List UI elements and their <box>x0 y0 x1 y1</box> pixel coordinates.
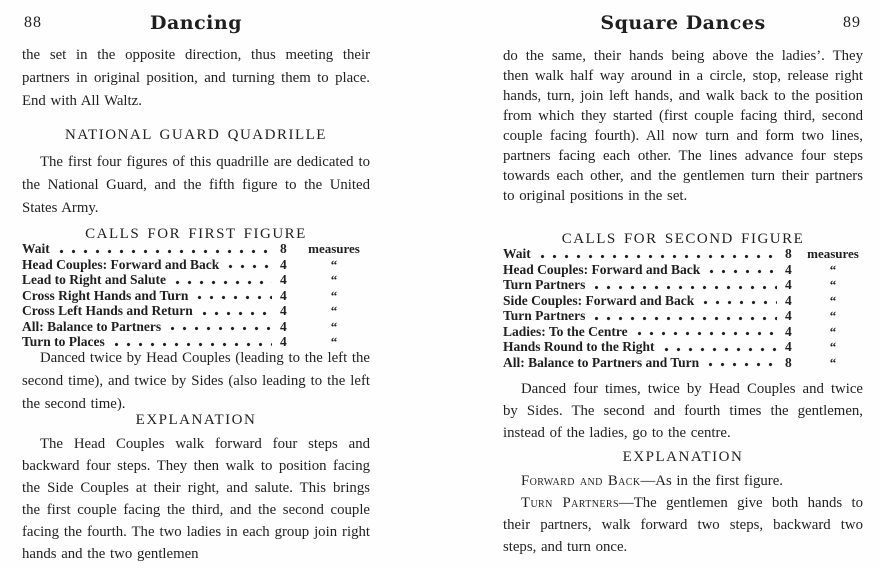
call-row <box>503 262 863 278</box>
call-measures: 4 <box>280 334 287 349</box>
explanation-list-right <box>503 470 863 558</box>
call-measures: 4 <box>785 339 792 354</box>
call-measures: 4 <box>280 303 287 318</box>
dot-leader <box>228 264 272 269</box>
dot-leader <box>114 342 272 347</box>
call-name: Cross Left Hands and Return <box>22 303 193 318</box>
call-name: Turn Partners <box>503 277 586 292</box>
call-row <box>22 288 370 304</box>
call-unit: “ <box>829 261 837 277</box>
dot-leader <box>594 316 777 321</box>
dedication-paragraph: The first four figures of this quadrille are dedicated to the National Guard, and the fifth figure to the United States Army. <box>22 154 370 216</box>
call-name: Turn Partners <box>503 308 586 323</box>
call-measures: 4 <box>280 256 287 272</box>
call-row <box>22 241 370 257</box>
dot-leader <box>197 295 272 300</box>
call-row <box>503 355 863 371</box>
dot-leader <box>594 285 777 290</box>
call-row <box>22 303 370 319</box>
right-book-page <box>503 0 863 568</box>
call-unit: “ <box>829 277 837 292</box>
call-unit: “ <box>330 334 338 349</box>
call-unit: measures <box>308 241 360 256</box>
explanation-text: —As in the first figure. <box>640 473 783 489</box>
dot-leader <box>708 362 777 367</box>
call-measures: 8 <box>280 241 287 256</box>
dot-leader <box>703 300 777 305</box>
call-measures: 8 <box>785 354 792 370</box>
dot-leader <box>637 331 777 336</box>
call-measures: 4 <box>280 272 287 287</box>
call-unit: “ <box>829 323 837 339</box>
call-row <box>22 272 370 288</box>
dot-leader <box>540 254 777 259</box>
dot-leader <box>709 269 777 274</box>
left-page-number: 88 <box>24 14 42 31</box>
call-row <box>503 246 863 262</box>
call-unit: “ <box>829 339 837 354</box>
call-unit: “ <box>829 308 837 323</box>
call-measures: 8 <box>785 246 792 261</box>
call-row <box>503 277 863 293</box>
call-unit: “ <box>330 287 338 303</box>
call-unit: “ <box>829 292 837 308</box>
left-book-page <box>22 0 370 568</box>
dot-leader <box>59 249 272 254</box>
call-name: Cross Right Hands and Turn <box>22 287 189 303</box>
call-row <box>503 308 863 324</box>
quadrille-title: NATIONAL GUARD QUADRILLE <box>65 127 327 143</box>
call-row <box>22 319 370 335</box>
call-measures: 4 <box>785 308 792 323</box>
call-measures: 4 <box>785 277 792 292</box>
call-row <box>503 293 863 309</box>
call-name: All: Balance to Partners <box>22 318 162 334</box>
call-row <box>22 257 370 273</box>
call-name: Wait <box>503 246 531 261</box>
explanation-item <box>503 470 863 492</box>
right-page-number: 89 <box>843 14 861 31</box>
call-measures: 4 <box>785 261 792 277</box>
right-page-header <box>503 12 863 36</box>
call-name: Ladies: To the Centre <box>503 323 628 339</box>
call-name: Turn to Places <box>22 334 105 349</box>
call-name: Wait <box>22 241 50 256</box>
dot-leader <box>170 326 272 331</box>
call-unit: “ <box>330 272 338 287</box>
call-name: Head Couples: Forward and Back <box>503 261 701 277</box>
call-unit: “ <box>330 303 338 318</box>
first-figure-note: Danced twice by Head Couples (leading to the left the second time), and twice by Sides (also leading to the left the second time). <box>22 350 370 412</box>
explanation-item <box>503 492 863 558</box>
call-measures: 4 <box>280 287 287 303</box>
explanation-heading-left: EXPLANATION <box>135 412 257 428</box>
call-name: All: Balance to Partners and Turn <box>503 354 700 370</box>
right-running-head: Square Dances <box>600 12 766 34</box>
call-row <box>503 339 863 355</box>
explanation-paragraph-left: The Head Couples walk forward four steps and backward four steps. They then walk to position facing the Side Couples at their right, and salute. This brings the first couple facing the third, and the second couple facing the fourth. The two ladies in each group join right hands and the two gentlemen <box>22 436 370 562</box>
explanation-term: Turn Partners <box>521 495 619 511</box>
explanation-heading-right: EXPLANATION <box>622 449 744 465</box>
call-unit: measures <box>807 246 859 261</box>
call-measures: 4 <box>785 292 792 308</box>
call-name: Hands Round to the Right <box>503 339 655 354</box>
calls-second-figure-heading: CALLS FOR SECOND FIGURE <box>561 231 805 247</box>
call-name: Lead to Right and Salute <box>22 272 167 287</box>
calls-first-figure-heading: CALLS FOR FIRST FIGURE <box>85 226 307 242</box>
call-measures: 4 <box>280 318 287 334</box>
calls-second-figure-table <box>503 246 863 370</box>
call-name: Side Couples: Forward and Back <box>503 292 695 308</box>
right-intro-paragraph: do the same, their hands being above the ladies’. They then walk half way around in a circle, stop, release right hands, turn, join left hands, and walk back to the position from which they started (first couple facing third, second couple facing fourth). All now turn and form two lines, partners facing each other. The lines advance four steps towards each other, and the gentlemen turn their partners to original positions in the set. <box>503 48 863 204</box>
left-page-header <box>22 12 370 36</box>
call-measures: 4 <box>785 323 792 339</box>
call-row <box>503 324 863 340</box>
dot-leader <box>175 280 272 285</box>
call-unit: “ <box>829 354 837 370</box>
dot-leader <box>202 311 272 316</box>
call-unit: “ <box>330 318 338 334</box>
call-name: Head Couples: Forward and Back <box>22 256 220 272</box>
left-running-head: Dancing <box>150 12 242 34</box>
left-intro-paragraph: the set in the opposite direction, thus meeting their partners in original position, and turning them to place. End with All Waltz. <box>22 47 370 109</box>
explanation-text: —The gentlemen give both hands to their partners, walk forward two steps, backward two steps, and turn once. <box>503 495 863 555</box>
explanation-term: Forward and Back <box>521 473 641 489</box>
dot-leader <box>664 347 777 352</box>
calls-first-figure-table <box>22 241 370 350</box>
call-unit: “ <box>330 256 338 272</box>
second-figure-note: Danced four times, twice by Head Couples and twice by Sides. The second and fourth times the gentlemen, instead of the ladies, go to the centre. <box>503 381 863 441</box>
